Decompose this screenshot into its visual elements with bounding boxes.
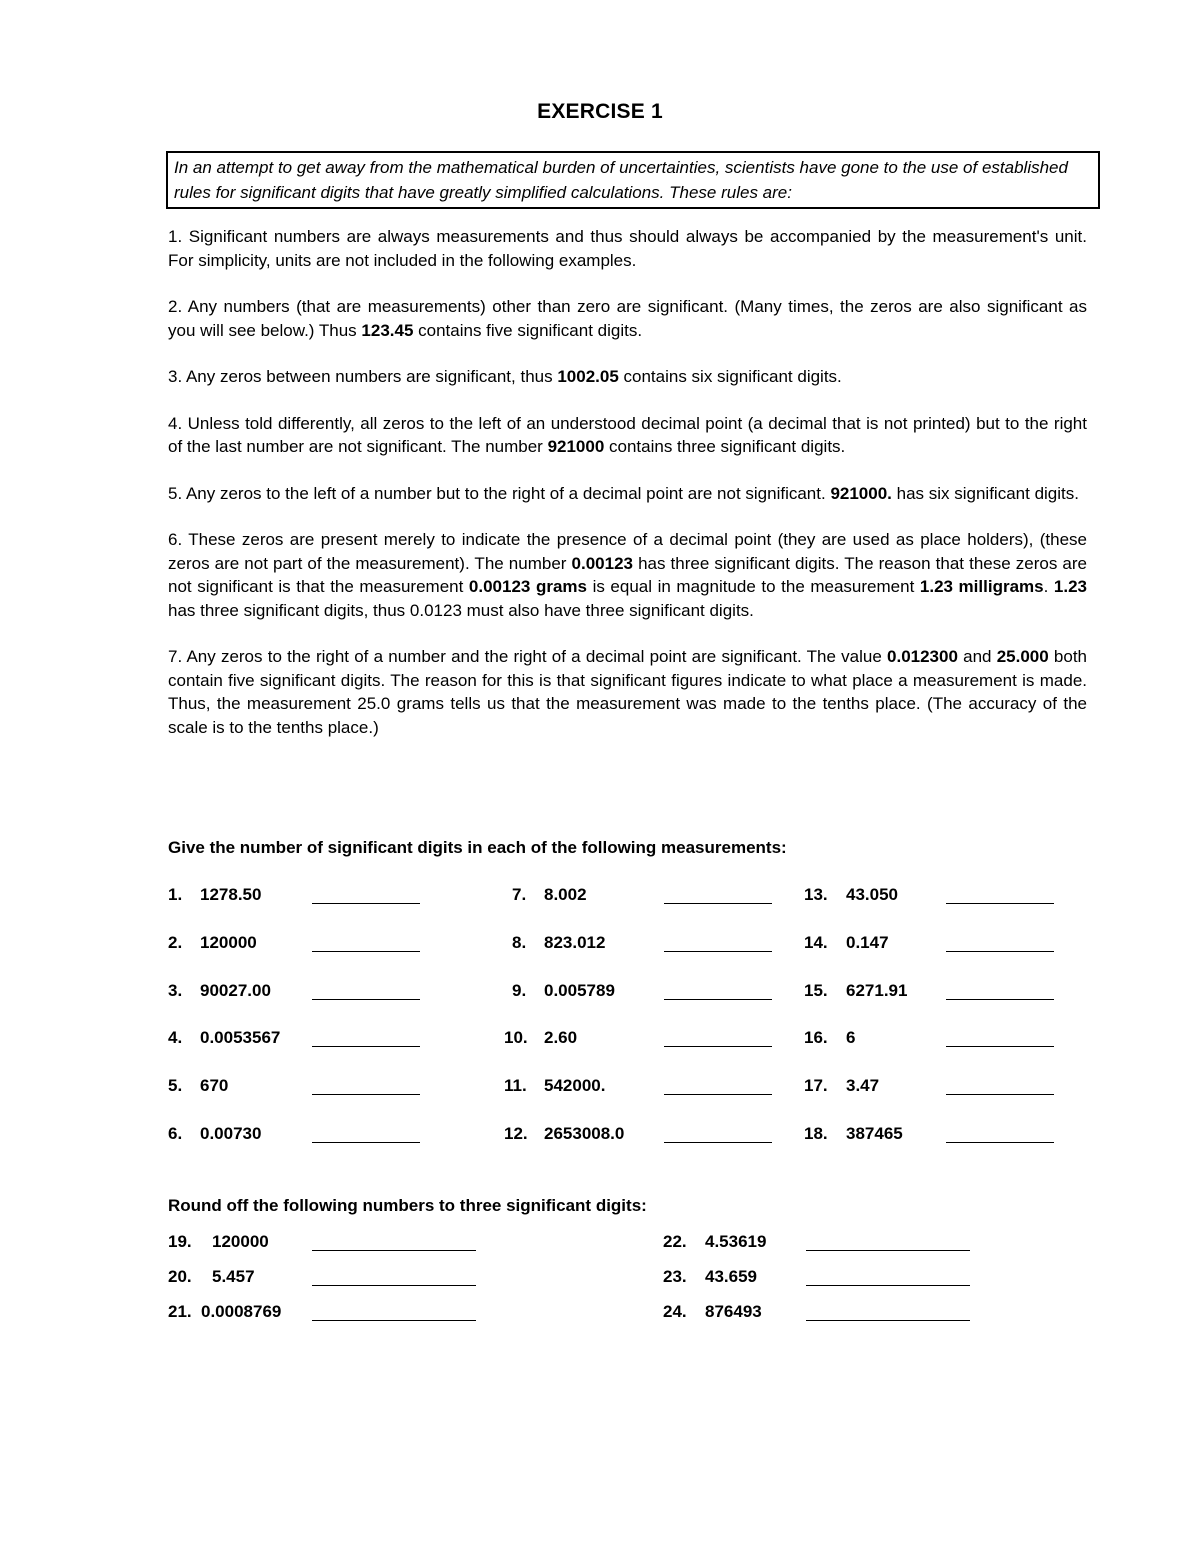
question-item	[804, 1121, 903, 1147]
answer-blank[interactable]	[946, 1046, 1054, 1047]
question-item	[512, 930, 605, 956]
question-value: 4.53619	[705, 1232, 767, 1251]
question-value: 43.659	[705, 1267, 757, 1286]
question-item	[804, 882, 898, 908]
answer-blank[interactable]	[664, 903, 772, 904]
question-item	[512, 882, 587, 908]
rule-text: has three significant digits. The reason that these zeros are not significant is that the measurement	[168, 553, 1087, 596]
answer-blank[interactable]	[312, 1142, 420, 1143]
question-value: 876493	[705, 1302, 762, 1321]
question-value: 6271.91	[846, 981, 908, 1000]
question-item	[168, 1121, 261, 1147]
question-number: 10.	[504, 1028, 528, 1047]
question-number: 6.	[168, 1124, 183, 1143]
question-number: 15.	[804, 981, 828, 1000]
answer-blank[interactable]	[312, 999, 420, 1000]
rule-1	[168, 225, 1087, 272]
rule-text: 6. These zeros are present merely to indicate the presence of a decimal point (they are used as place holders), (these zeros are not part of the measurement). The number	[168, 530, 1087, 573]
page-title: EXERCISE 1	[537, 100, 663, 123]
question-item	[804, 930, 889, 956]
rule-text: and	[957, 647, 997, 666]
question-item	[168, 1299, 281, 1325]
bold-example: 0.00123 grams	[468, 577, 587, 596]
question-number: 3.	[168, 981, 183, 1000]
question-value: 387465	[846, 1124, 903, 1143]
rule-text: has three significant digits, thus 0.0123 must also have three significant digits.	[168, 600, 754, 620]
rule-text: contains three significant digits.	[604, 437, 846, 456]
question-number: 16.	[804, 1028, 828, 1047]
rule-7	[168, 645, 1087, 739]
answer-blank[interactable]	[664, 1142, 772, 1143]
answer-blank[interactable]	[312, 951, 420, 952]
answer-blank[interactable]	[806, 1250, 970, 1251]
question-number: 13.	[804, 885, 828, 904]
question-number: 9.	[512, 981, 527, 1000]
question-number: 5.	[168, 1076, 183, 1095]
question-item	[504, 1025, 577, 1051]
question-item	[504, 1121, 624, 1147]
rule-text: has six significant digits.	[891, 483, 1079, 503]
question-number: 4.	[168, 1028, 183, 1047]
rules-list	[168, 225, 1087, 762]
question-number: 20.	[168, 1267, 192, 1286]
answer-blank[interactable]	[946, 1142, 1054, 1143]
question-item	[512, 978, 615, 1004]
question-value: 3.47	[846, 1076, 880, 1095]
question-number: 23.	[663, 1267, 687, 1286]
question-number: 14.	[804, 933, 828, 952]
question-value: 8.002	[544, 885, 587, 904]
bold-example: 0.012300	[887, 647, 958, 666]
answer-blank[interactable]	[664, 1094, 772, 1095]
bold-example: 1.23	[1053, 577, 1087, 596]
question-number: 17.	[804, 1076, 828, 1095]
question-number: 18.	[804, 1124, 828, 1143]
question-number: 24.	[663, 1302, 687, 1321]
question-value: 2653008.0	[544, 1124, 625, 1143]
bold-example: 1.23 milligrams	[919, 577, 1044, 596]
answer-blank[interactable]	[312, 903, 420, 904]
question-value: 0.0053567	[200, 1028, 281, 1047]
question-item	[168, 930, 257, 956]
answer-blank[interactable]	[946, 903, 1054, 904]
question-value: 0.147	[846, 933, 889, 952]
bold-example: 921000	[547, 437, 605, 456]
rule-6	[168, 528, 1087, 622]
question-item	[168, 1073, 228, 1099]
bold-example: 0.00123	[571, 553, 633, 573]
answer-blank[interactable]	[312, 1094, 420, 1095]
question-value: 5.457	[212, 1267, 255, 1286]
rule-text: 2. Any numbers (that are measurements) other than zero are significant. (Many times, the zeros are also significant as you will see below.) Thus	[168, 297, 1087, 340]
question-value: 90027.00	[200, 981, 271, 1000]
question-number: 2.	[168, 933, 183, 952]
question-item	[663, 1299, 762, 1325]
answer-blank[interactable]	[946, 951, 1054, 952]
intro-box: In an attempt to get away from the mathematical burden of uncertainties, scientists have gone to the use of established rules for significant digits that have greatly simplified calculations. These rules are:	[166, 151, 1100, 209]
question-value: 823.012	[544, 933, 606, 952]
answer-blank[interactable]	[946, 999, 1054, 1000]
answer-blank[interactable]	[806, 1320, 970, 1321]
question-item	[168, 1025, 280, 1051]
question-number: 8.	[512, 933, 527, 952]
answer-blank[interactable]	[312, 1320, 476, 1321]
rule-text: 7. Any zeros to the right of a number and the right of a decimal point are significant. The value	[168, 647, 888, 666]
question-item	[168, 1264, 255, 1290]
rule-5	[168, 482, 1087, 506]
question-number: 7.	[512, 885, 527, 904]
question-item	[168, 882, 261, 908]
question-item	[663, 1229, 766, 1255]
rule-text: is equal in magnitude to the measurement	[586, 577, 920, 596]
question-item	[168, 1229, 269, 1255]
answer-blank[interactable]	[664, 999, 772, 1000]
rule-text: contains five significant digits.	[413, 320, 643, 340]
rule-text: 5. Any zeros to the left of a number but to the right of a decimal point are not significant.	[168, 483, 831, 503]
question-number: 12.	[504, 1124, 528, 1143]
question-item	[804, 978, 907, 1004]
rule-2	[168, 295, 1087, 342]
section2-heading: Round off the following numbers to three significant digits:	[168, 1196, 647, 1215]
answer-blank[interactable]	[946, 1094, 1054, 1095]
rule-text: both contain five significant digits. The reason for this is that significant figures indicate to what place a measurement is made. Thus, the measurement 25.0 grams tells us that the measurement was made to the tenths place. (The accuracy of the scale is to the tenths place.)	[168, 647, 1087, 737]
question-value: 6	[846, 1028, 856, 1047]
question-number: 19.	[168, 1232, 192, 1251]
rule-text: 3. Any zeros between numbers are significant, thus	[168, 367, 558, 386]
answer-blank[interactable]	[664, 1046, 772, 1047]
question-item	[804, 1025, 855, 1051]
answer-blank[interactable]	[312, 1285, 476, 1286]
rule-text: .	[1043, 577, 1054, 596]
question-item	[663, 1264, 757, 1290]
question-value: 120000	[212, 1232, 269, 1251]
rule-text: 4. Unless told differently, all zeros to the left of an understood decimal point (a decimal that is not printed) but to the right of the last number are not significant. The number	[168, 413, 1087, 456]
question-number: 21.	[168, 1302, 192, 1321]
question-value: 0.00730	[200, 1124, 262, 1143]
question-number: 22.	[663, 1232, 687, 1251]
question-value: 1278.50	[200, 885, 262, 904]
question-item	[804, 1073, 879, 1099]
question-value: 120000	[200, 933, 257, 952]
rule-text: 1. Significant numbers are always measurements and thus should always be accompanied by the measurement's unit. For simplicity, units are not included in the following examples.	[168, 227, 1087, 270]
question-value: 0.005789	[544, 981, 615, 1000]
answer-blank[interactable]	[312, 1250, 476, 1251]
answer-blank[interactable]	[664, 951, 772, 952]
question-number: 11.	[504, 1076, 527, 1095]
bold-example: 25.000	[996, 647, 1049, 666]
bold-example: 123.45	[361, 320, 414, 340]
question-item	[504, 1073, 605, 1099]
question-value: 2.60	[544, 1028, 578, 1047]
question-value: 542000.	[544, 1076, 606, 1095]
question-item	[168, 978, 271, 1004]
answer-blank[interactable]	[806, 1285, 970, 1286]
question-value: 670	[200, 1076, 229, 1095]
question-number: 1.	[168, 885, 183, 904]
rule-4	[168, 412, 1087, 459]
bold-example: 921000.	[830, 483, 892, 503]
answer-blank[interactable]	[312, 1046, 420, 1047]
section1-heading: Give the number of significant digits in each of the following measurements:	[168, 838, 787, 857]
question-value: 43.050	[846, 885, 898, 904]
rule-3	[168, 365, 1087, 389]
question-value: 0.0008769	[201, 1302, 282, 1321]
rule-text: contains six significant digits.	[618, 367, 842, 386]
bold-example: 1002.05	[557, 367, 619, 386]
